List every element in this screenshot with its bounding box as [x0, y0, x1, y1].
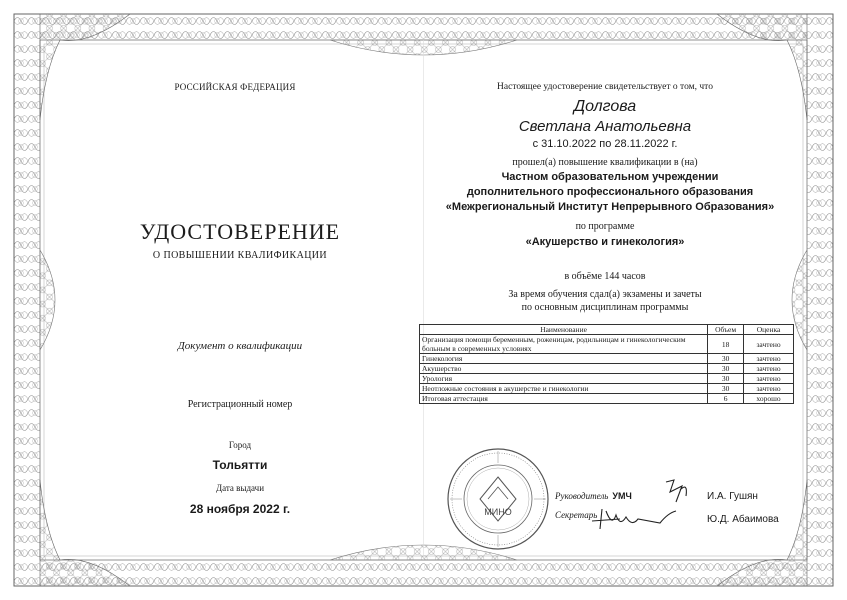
holder-surname: Долгова — [573, 98, 637, 115]
institution-line-1: Частном образовательном учреждении — [501, 171, 719, 183]
discipline-grade: зачтено — [744, 374, 794, 384]
program-name: «Акушерство и гинекология» — [525, 236, 685, 248]
head-name: И.А. Гушян — [707, 491, 758, 502]
city-value: Тольятти — [212, 458, 268, 472]
document-subtitle: О ПОВЫШЕНИИ КВАЛИФИКАЦИИ — [152, 250, 328, 261]
issue-date-label: Дата выдачи — [215, 483, 265, 493]
intro-text: Настоящее удостоверение свидетельствует о том, что — [497, 82, 713, 92]
discipline-grade: зачтено — [744, 364, 794, 374]
passed-text: прошел(а) повышение квалификации в (на) — [512, 157, 698, 168]
disciplines-table — [419, 324, 794, 404]
table-row — [420, 384, 794, 394]
training-period: с 31.10.2022 по 28.11.2022 г. — [532, 138, 678, 150]
discipline-hours: 30 — [708, 364, 744, 374]
document-kind: Документ о квалификации — [177, 340, 303, 352]
institution-seal — [446, 447, 550, 551]
table-row — [420, 394, 794, 404]
discipline-hours: 6 — [708, 394, 744, 404]
discipline-hours: 18 — [708, 335, 744, 354]
registration-number-label: Регистрационный номер — [187, 399, 293, 410]
institution-line-3: «Межрегиональный Институт Непрерывного Образования» — [445, 201, 775, 213]
discipline-name: Акушерство — [420, 364, 708, 374]
discipline-hours: 30 — [708, 384, 744, 394]
table-row — [420, 364, 794, 374]
discipline-name: Организация помощи беременным, роженицам, родильницам и гинекологическим больным в современных условиях — [420, 335, 708, 354]
discipline-name: Гинекология — [420, 354, 708, 364]
holder-given-names: Светлана Анатольевна — [518, 118, 692, 135]
head-unit-text: УМЧ — [612, 491, 632, 501]
table-header-row — [420, 325, 794, 335]
seal-text: МИНО — [484, 507, 512, 517]
table-row — [420, 354, 794, 364]
issue-date-value: 28 ноября 2022 г. — [189, 502, 291, 516]
discipline-grade: зачтено — [744, 354, 794, 364]
discipline-name: Неотложные состояния в акушерстве и гинекологии — [420, 384, 708, 394]
discipline-grade: зачтено — [744, 384, 794, 394]
secretary-signature — [590, 505, 680, 533]
head-signature-role — [555, 491, 675, 501]
secretary-name: Ю.Д. Абаимова — [707, 514, 779, 525]
exams-text-line-1: За время обучения сдал(а) экзамены и зачеты — [508, 289, 702, 300]
discipline-grade: зачтено — [744, 335, 794, 354]
exams-text-line-2: по основным дисциплинам программы — [521, 302, 689, 313]
discipline-grade: хорошо — [744, 394, 794, 404]
header-name: Наименование — [420, 325, 708, 335]
head-role-text: Руководитель — [555, 491, 609, 501]
country-label: РОССИЙСКАЯ ФЕДЕРАЦИЯ — [174, 82, 296, 92]
header-hours: Объем — [708, 325, 744, 335]
discipline-hours: 30 — [708, 354, 744, 364]
institution-line-2: дополнительного профессионального образования — [466, 186, 754, 198]
table-row — [420, 335, 794, 354]
discipline-hours: 30 — [708, 374, 744, 384]
document-title: УДОСТОВЕРЕНИЕ — [139, 219, 341, 244]
program-label: по программе — [575, 221, 635, 232]
discipline-name: Урология — [420, 374, 708, 384]
hours-volume: в объёме 144 часов — [564, 271, 646, 282]
head-signature — [660, 478, 696, 508]
city-label: Город — [228, 440, 252, 450]
table-row — [420, 374, 794, 384]
discipline-name: Итоговая аттестация — [420, 394, 708, 404]
secretary-signature-role: Секретарь — [555, 510, 598, 520]
header-grade: Оценка — [744, 325, 794, 335]
